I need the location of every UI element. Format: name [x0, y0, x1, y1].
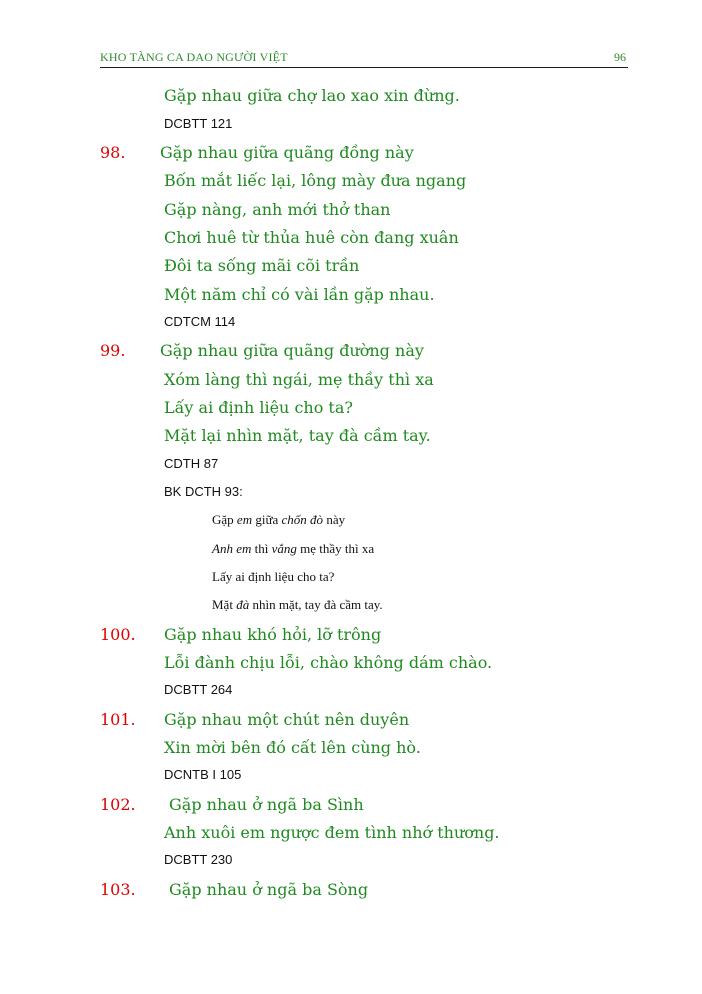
verse-line: Mặt lại nhìn mặt, tay đà cầm tay. [164, 426, 431, 445]
source-citation: BK DCTH 93: [164, 484, 243, 499]
variant-italic: Anh em [212, 541, 252, 556]
entry-number: 102. [100, 795, 136, 814]
variant-text: nhìn mặt, tay đà cầm tay. [249, 597, 383, 612]
verse-line: Xóm làng thì ngái, mẹ thầy thì xa [164, 370, 434, 389]
source-citation: CDTCM 114 [164, 314, 236, 329]
verse-line: Lấy ai định liệu cho ta? [164, 398, 353, 417]
entry-number: 99. [100, 341, 126, 360]
verse-line: Gặp nhau giữa chợ lao xao xin đừng. [164, 86, 460, 105]
entry-number: 100. [100, 625, 136, 644]
verse-line: Gặp nhau giữa quãng đồng này [160, 143, 414, 162]
verse-line: Gặp nhau một chút nên duyên [164, 710, 410, 729]
running-header [100, 50, 628, 68]
variant-italic: chốn đò [281, 512, 324, 527]
verse-line: Đôi ta sống mãi cõi trần [164, 256, 360, 275]
variant-text: Lấy ai định liệu cho ta? [212, 569, 335, 584]
entry-number: 103. [100, 880, 136, 899]
variant-italic: em [236, 512, 253, 527]
source-citation: CDTH 87 [164, 456, 219, 471]
page-number: 96 [614, 50, 626, 64]
variant-text: Gặp [212, 512, 237, 527]
source-citation: DCBTT 264 [164, 682, 233, 697]
source-citation: DCBTT 121 [164, 116, 233, 131]
variant-line [212, 569, 334, 585]
variant-line [212, 541, 374, 557]
verse-line: Gặp nhau khó hỏi, lỡ trông [164, 625, 382, 644]
verse-line: Một năm chỉ có vài lần gặp nhau. [164, 285, 435, 304]
book-title: KHO TÀNG CA DAO NGƯỜI VIỆT [100, 50, 288, 64]
variant-text: mẹ thầy thì xa [296, 541, 375, 556]
entry-number: 101. [100, 710, 136, 729]
verse-line: Gặp nhau giữa quãng đường này [160, 341, 424, 360]
entry-number: 98. [100, 143, 126, 162]
variant-text: thì [251, 541, 272, 556]
variant-text: Mặt [212, 597, 237, 612]
variant-line [212, 512, 345, 528]
verse-line: Lỗi đành chịu lỗi, chào không dám chào. [164, 653, 493, 672]
verse-line: Gặp nàng, anh mới thở than [164, 200, 391, 219]
variant-text: này [323, 512, 346, 527]
source-citation: DCBTT 230 [164, 852, 233, 867]
verse-line: Xin mời bên đó cất lên cùng hò. [164, 738, 421, 757]
verse-line: Anh xuôi em ngược đem tình nhớ thương. [164, 823, 500, 842]
verse-line: Gặp nhau ở ngã ba Sình [169, 795, 364, 814]
variant-line [212, 597, 383, 613]
source-citation: DCNTB I 105 [164, 767, 242, 782]
variant-italic: đà [236, 597, 250, 612]
variant-italic: vắng [271, 541, 297, 556]
verse-line: Gặp nhau ở ngã ba Sòng [169, 880, 369, 899]
verse-line: Bốn mắt liếc lại, lông mày đưa ngang [164, 171, 467, 190]
verse-line: Chơi huê từ thủa huê còn đang xuân [164, 228, 459, 247]
variant-text: giữa [252, 512, 282, 527]
